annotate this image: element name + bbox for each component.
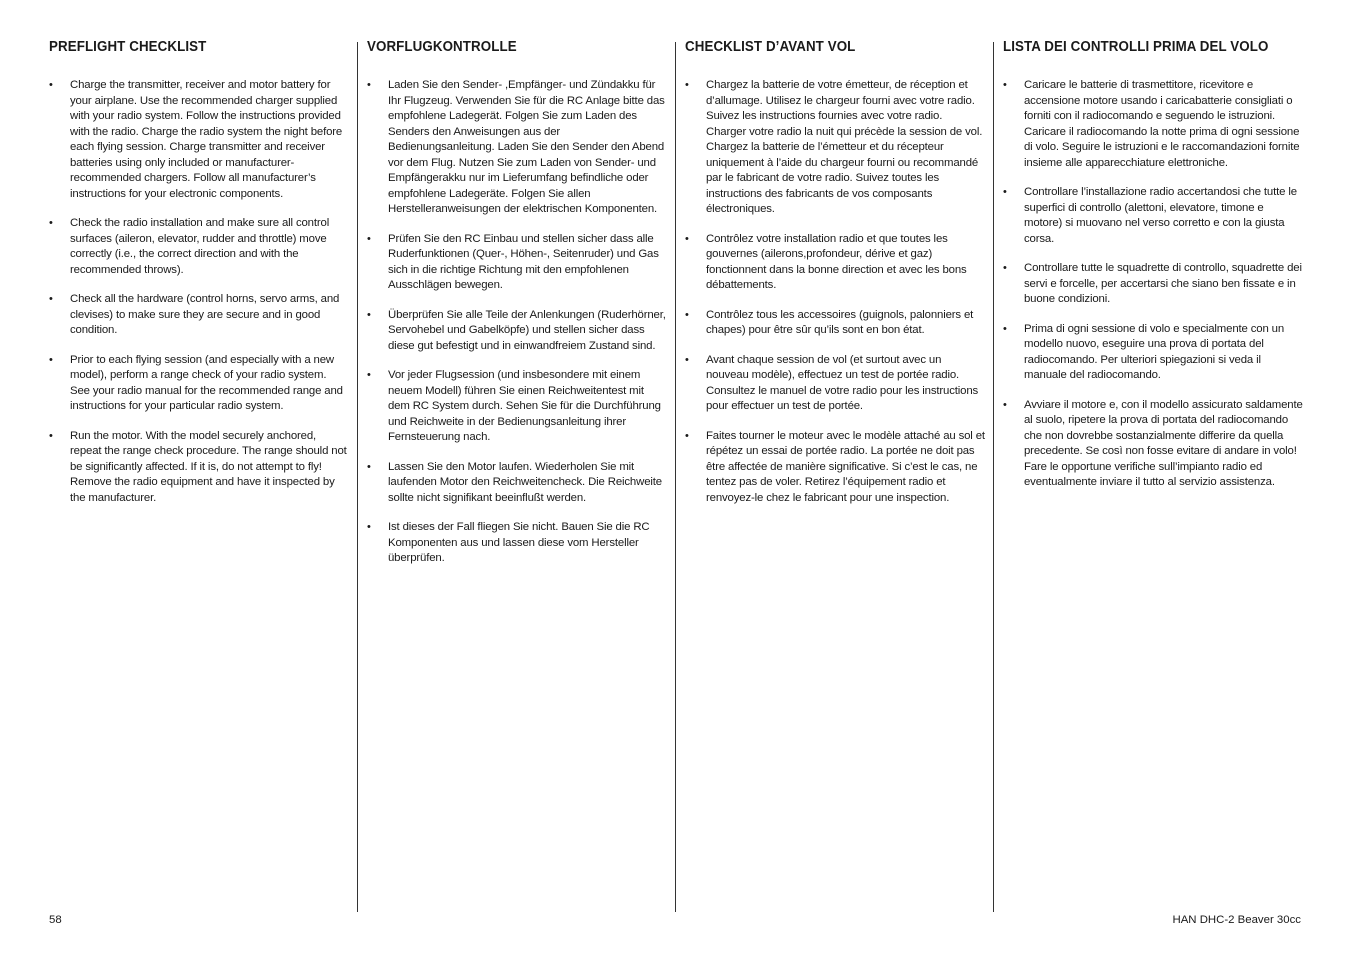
list-item-text: Controllare l’installazione radio accertandosi che tutte le superfici di controllo (alettoni, elevatore, timone e motore) si muovano nel verso corretto e con la giusta corsa. [1024,186,1297,245]
bullet-icon: • [49,293,53,305]
list-item [49,78,349,202]
column-divider [993,42,994,912]
bullet-icon: • [685,232,689,245]
column-italian [1003,38,1303,912]
page-number: 58 [49,914,62,926]
list-item-text: Run the motor. With the model securely anchored, repeat the range check procedure. The range should not be significantly affected. If it is, do not attempt to fly! Remove the radio equipment and have it inspected by the manufacturer. [70,429,347,504]
list-item-text: Charge the transmitter, receiver and motor battery for your airplane. Use the recommended charger supplied with your radio system. Follow the instructions provided with the radio. Charge the radio system the night before each flying session. Charge transmitter and receiver batteries using only included or manufacturer-recommended chargers. Follow all manufacturer’s instructions for your electronic components. [70,79,343,200]
bullet-icon: • [1003,262,1007,274]
bullet-icon: • [49,429,53,442]
list-item-text: Avviare il motore e, con il modello assicurato saldamente al suolo, ripetere la prova di portata del radiocomando che non dovrebbe sostanzialmente differire da quella precedente. Se così non fosse evitare di andare in volo! Fare le opportune verifiche sull’impianto radio ed eventualmente inviare il tutto al servizio assistenza. [1024,398,1303,488]
list-item [49,292,349,339]
bullet-icon: • [1003,322,1007,335]
list-item-text: Ist dieses der Fall fliegen Sie nicht. Bauen Sie die RC Komponenten aus und lassen diese vom Hersteller überprüfen. [388,521,650,564]
bullet-icon: • [685,353,689,366]
list-item-text: Laden Sie den Sender- ,Empfänger- und Zündakku für Ihr Flugzeug. Verwenden Sie für die RC Anlage bitte das empfohlene Ladegerät. Folgen Sie zum Laden des Senders den Anweisungen aus der Bedienungsanleitung. Laden Sie den Sender den Abend vor dem Flug. Nutzen Sie zum Laden von Sender- und Empfängerakku nur im Lieferumfang befindliche oder empfohlene Ladegeräte. Folgen Sie allen Herstelleranweisungen der elektrischen Komponenten. [388,79,665,215]
checklist [367,78,667,567]
list-item-text: Faites tourner le moteur avec le modèle attaché au sol et répétez un essai de portée radio. La portée ne doit pas être affectée de manière significative. Si c’est le cas, ne tentez pas de voler. Retirez l’équipement radio et renvoyez-le chez le fabricant pour une inspection. [706,429,985,504]
list-item [1003,322,1303,384]
list-item-text: Check all the hardware (control horns, servo arms, and clevises) to make sure they are secure and in good condition. [70,293,340,336]
list-item [1003,261,1303,308]
list-item-text: Contrôlez votre installation radio et que toutes les gouvernes (ailerons,profondeur, dérive et gaz) fonctionnent dans la bonne direction et avec les bons débattements. [706,232,967,291]
bullet-icon: • [49,79,53,91]
bullet-icon: • [367,460,371,473]
bullet-icon: • [367,521,371,533]
bullet-icon: • [1003,186,1007,198]
list-item-text: Avant chaque session de vol (et surtout avec un nouveau modèle), effectuez un test de portée radio. Consultez le manuel de votre radio pour les instructions pour effectuer un test de portée. [706,353,979,412]
bullet-icon: • [685,79,689,91]
bullet-icon: • [49,217,53,229]
list-item [367,520,667,567]
list-item-text: Prüfen Sie den RC Einbau und stellen sicher dass alle Ruderfunktionen (Quer-, Höhen-, Seitenruder) und Gas sich in die richtige Richtung mit den empfohlenen Ausschlägen bewegen. [388,232,659,291]
list-item-text: Controllare tutte le squadrette di controllo, squadrette dei servi e forcelle, per accertarsi che siano ben fissate e in buone condizioni. [1024,262,1302,305]
column-divider [357,42,358,912]
checklist [685,78,985,506]
list-item [49,429,349,507]
list-item-text: Caricare le batterie di trasmettitore, ricevitore e accensione motore usando i caricabatterie consigliati o forniti con il radiocomando e seguendo le istruzioni. Caricare il radiocomando la notte prima di ogni sessione di volo. Seguire le istruzioni e le raccomandazioni fornite insieme alle apparecchiature elettroniche. [1024,79,1300,169]
column-title: PREFLIGHT CHECKLIST [49,39,207,55]
list-item-text: Chargez la batterie de votre émetteur, de réception et d’allumage. Utilisez le chargeur fourni avec votre radio. Suivez les instructions fournies avec votre radio. Charger votre radio la nuit qui précède la session de vol. Chargez la batterie de l’émetteur et du récepteur uniquement à l’aide du chargeur fourni ou recommandé par le fabricant de votre radio. Suivez toutes les instructions des fabricants de vos composants électroniques. [706,79,983,215]
list-item [685,78,985,218]
bullet-icon: • [367,308,371,321]
bullet-icon: • [367,79,371,91]
list-item-text: Prima di ogni sessione di volo e specialmente con un modello nuovo, eseguire una prova di portata del radiocomando. Per ulteriori spiegazioni si veda il manuale del radiocomando. [1024,322,1285,381]
bullet-icon: • [1003,398,1007,411]
list-item [367,232,667,294]
column-german [367,38,667,912]
list-item [367,460,667,507]
list-item [367,368,667,446]
list-item-text: Contrôlez tous les accessoires (guignols, palonniers et chapes) pour être sûr qu’ils sont en bon état. [706,308,974,336]
list-item [367,78,667,218]
column-english [49,38,349,912]
list-item [685,353,985,415]
list-item-text: Vor jeder Flugsession (und insbesondere mit einem neuem Modell) führen Sie einen Reichweitentest mit dem RC System durch. Sehen Sie für die Durchführung und Reichweite in der Bedienungsanleitung ihrer Fernsteuerung nach. [388,369,661,443]
list-item-text: Lassen Sie den Motor laufen. Wiederholen Sie mit laufenden Motor den Reichweitencheck. Die Reichweite sollte nicht signifikant beeinflußt werden. [388,460,662,504]
list-item [685,308,985,339]
column-title: VORFLUGKONTROLLE [367,39,517,55]
list-item [367,308,667,355]
bullet-icon: • [49,353,53,366]
list-item-text: Prior to each flying session (and especially with a new model), perform a range check of your radio system. See your radio manual for the recommended range and instructions for your particular radio system. [70,353,343,412]
list-item [685,232,985,294]
list-item [49,353,349,415]
document-title: HAN DHC-2 Beaver 30cc [1172,914,1301,926]
column-title: CHECKLIST D’AVANT VOL [685,39,856,55]
list-item-text: Check the radio installation and make sure all control surfaces (aileron, elevator, rudder and throttle) move correctly (i.e., the correct direction and with the recommended throws). [70,217,330,276]
list-item [1003,78,1303,171]
list-item [1003,185,1303,247]
bullet-icon: • [367,232,371,245]
column-divider [675,42,676,912]
list-item [685,429,985,507]
column-title: LISTA DEI CONTROLLI PRIMA DEL VOLO [1003,39,1269,55]
checklist [49,78,349,506]
list-item [1003,398,1303,491]
bullet-icon: • [1003,79,1007,91]
column-french [685,38,985,912]
bullet-icon: • [685,308,689,321]
list-item [49,216,349,278]
list-item-text: Überprüfen Sie alle Teile der Anlenkungen (Ruderhörner, Servohebel und Gabelköpfe) und stellen sicher dass diese gut befestigt und in einwandfreiem Zustand sind. [388,308,666,352]
checklist [1003,78,1303,491]
bullet-icon: • [367,369,371,381]
bullet-icon: • [685,429,689,442]
